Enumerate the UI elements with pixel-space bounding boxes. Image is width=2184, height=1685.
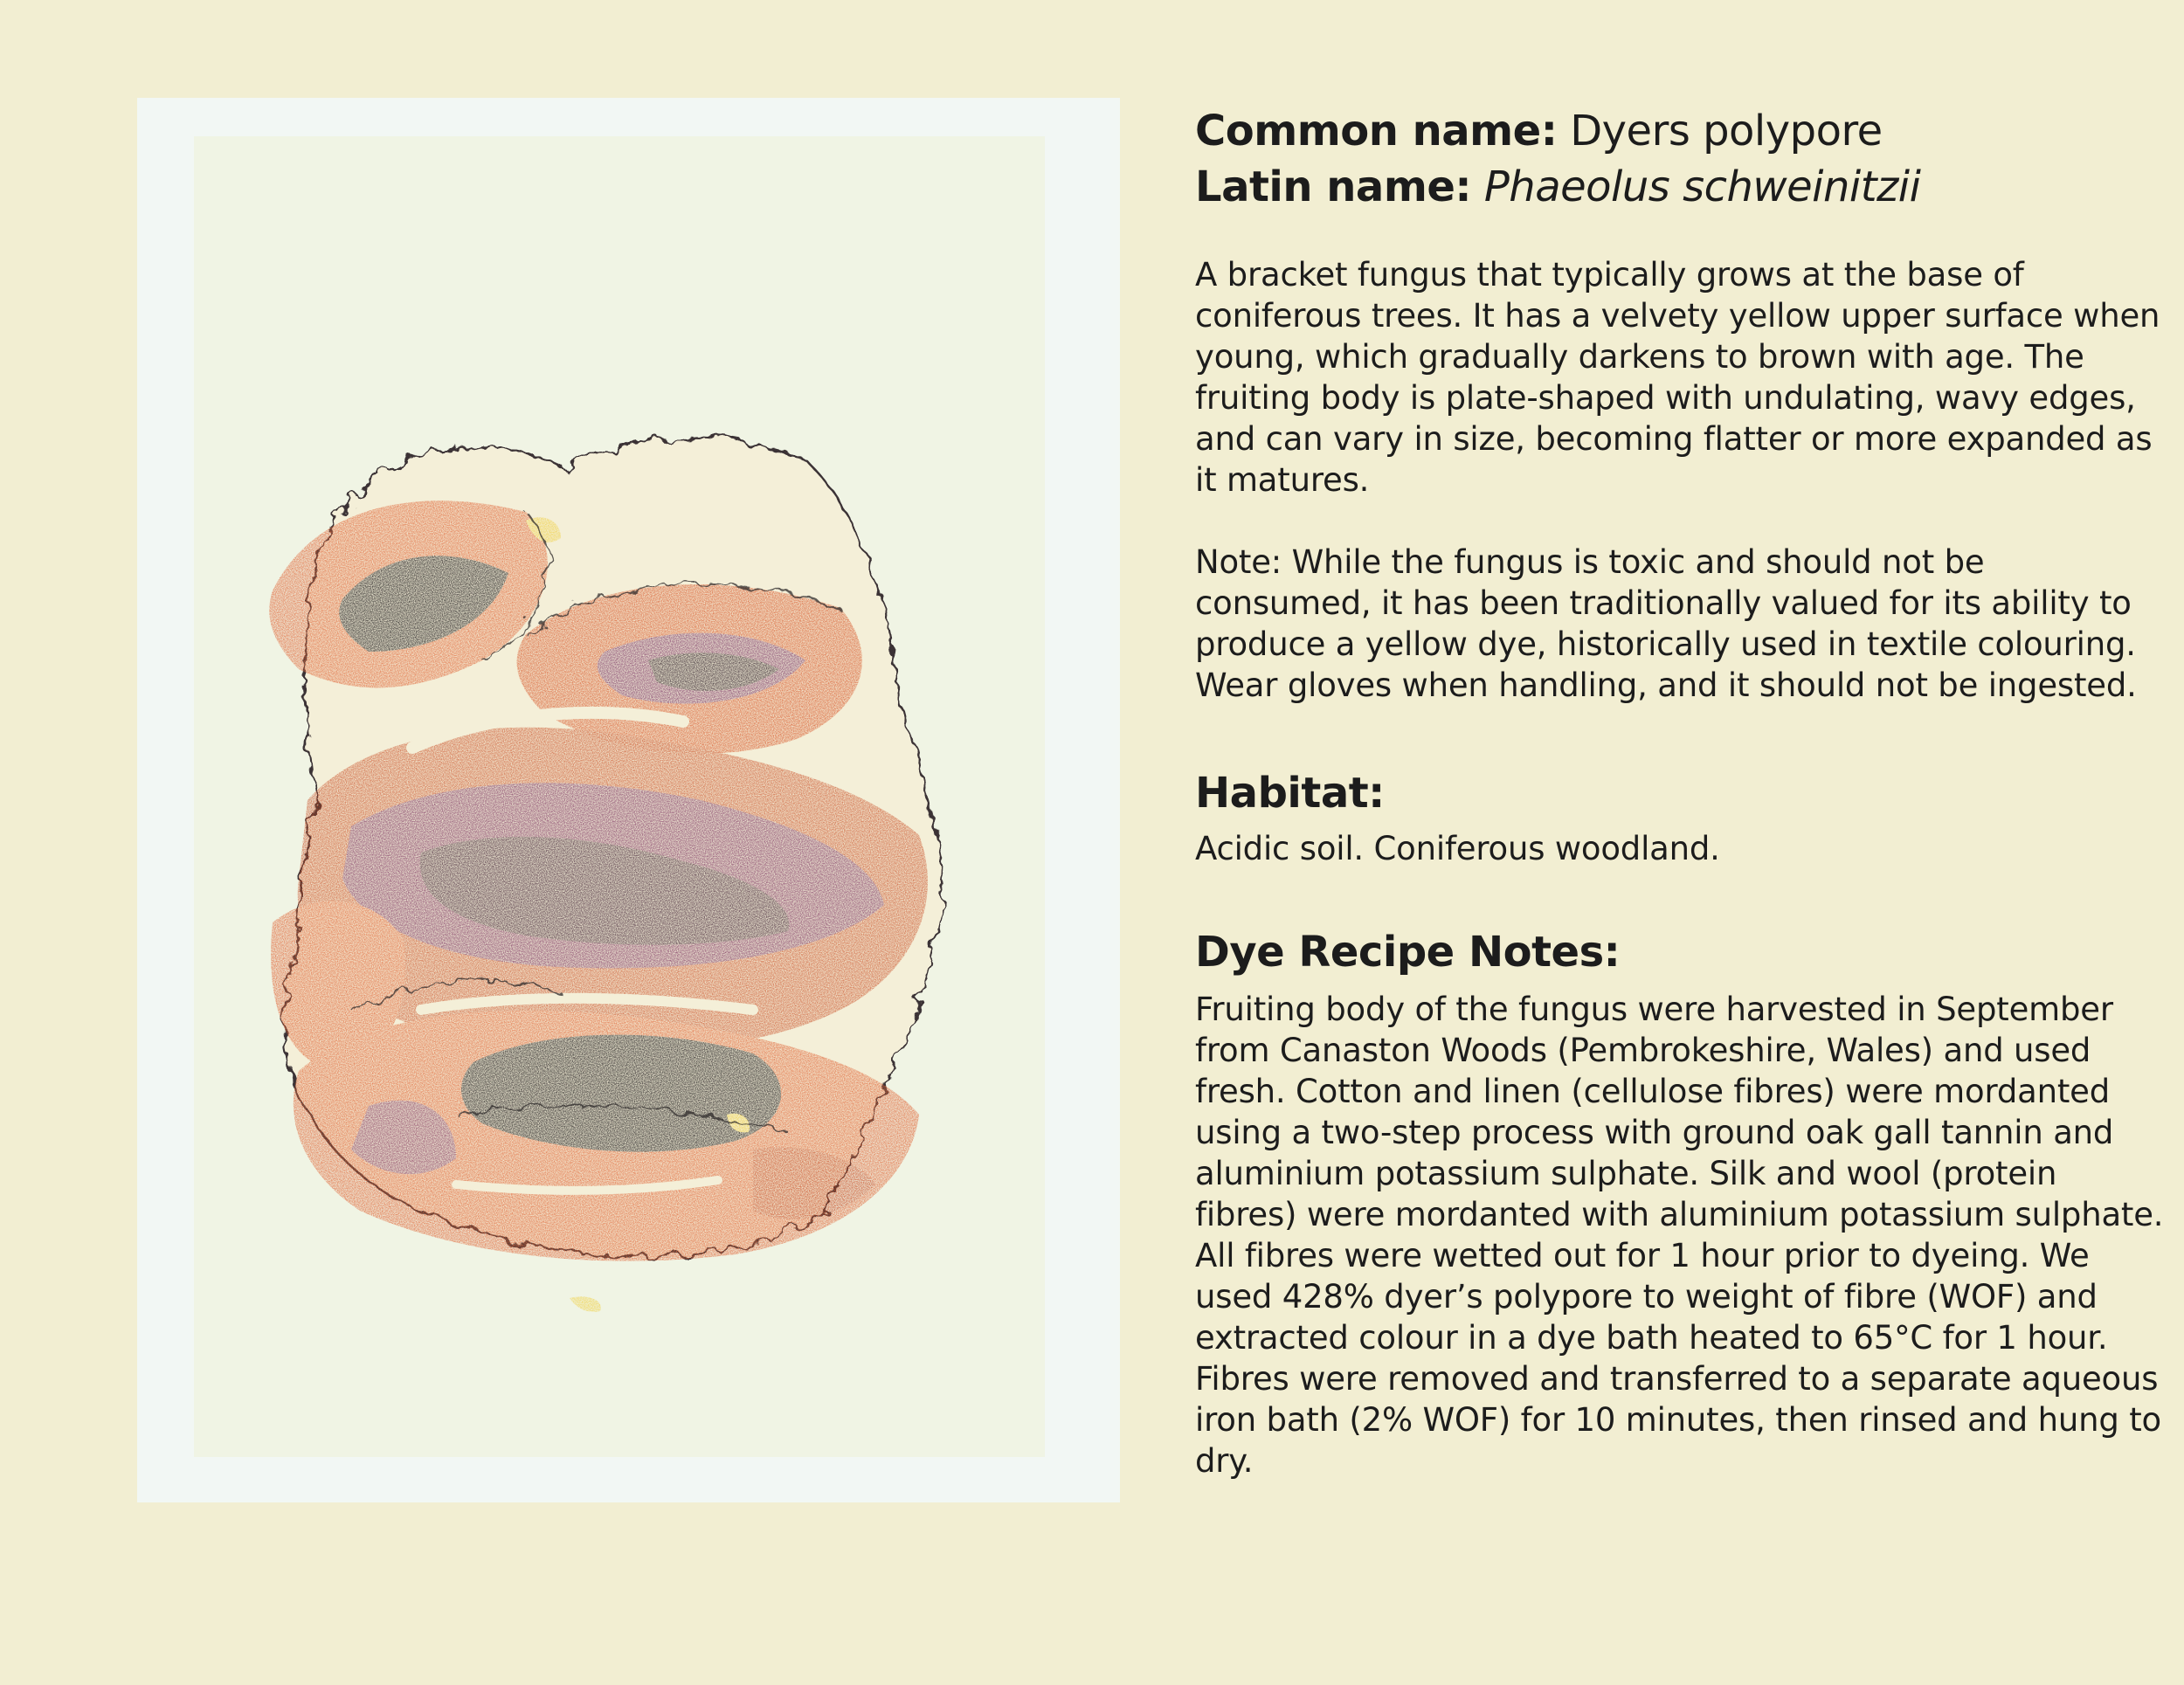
- habitat-heading: Habitat:: [1195, 769, 1385, 818]
- dye-recipe-text: Fruiting body of the fungus were harvested in September from Canaston Woods (Pembrokeshire, Wales) and used fresh. Cotton and linen (cellulose fibres) were mordanted using a two-step process with ground oak gall tannin and aluminium potassium sulphate. Silk and wool (protein fibres) were mordanted with aluminium potassium sulphate. All fibres were wetted out for 1 hour prior to dyeing. We used 428% dyer’s polypore to weight of fibre (WOF) and extracted colour in a dye bath heated to 65°C for 1 hour. Fibres were removed and transferred to a separate aqueous iron bath (2% WOF) for 10 minutes, then rinsed and hung to dry.: [1195, 991, 2164, 1480]
- latin-name-label: Latin name:: [1195, 162, 1472, 211]
- habitat-text: Acidic soil. Coniferous woodland.: [1195, 830, 1720, 867]
- latin-name-line: [1195, 159, 2165, 215]
- common-name-label: Common name:: [1195, 107, 1558, 155]
- artwork-frame: [137, 98, 1120, 1502]
- common-name-value: Dyers polypore: [1570, 107, 1883, 155]
- species-info: [1195, 103, 2165, 1481]
- dye-recipe-heading: Dye Recipe Notes:: [1195, 928, 1621, 977]
- note-text: Note: While the fungus is toxic and should not be consumed, it has been traditionally valued for its ability to produce a yellow dye, historically used in textile colouring. Wear gloves when handling, and it should not be ingested.: [1195, 543, 2137, 704]
- latin-name-value: Phaeolus schweinitzii: [1483, 162, 1921, 211]
- artwork-paper: [194, 136, 1045, 1457]
- fungus-illustration: [194, 136, 1045, 1457]
- description-text: A bracket fungus that typically grows at the base of coniferous trees. It has a velvety yellow upper surface when young, which gradually darkens to brown with age. The fruiting body is plate-shaped with undulating, wavy edges, and can vary in size, becoming flatter or more expanded as it matures.: [1195, 256, 2160, 499]
- common-name-line: [1195, 103, 2165, 159]
